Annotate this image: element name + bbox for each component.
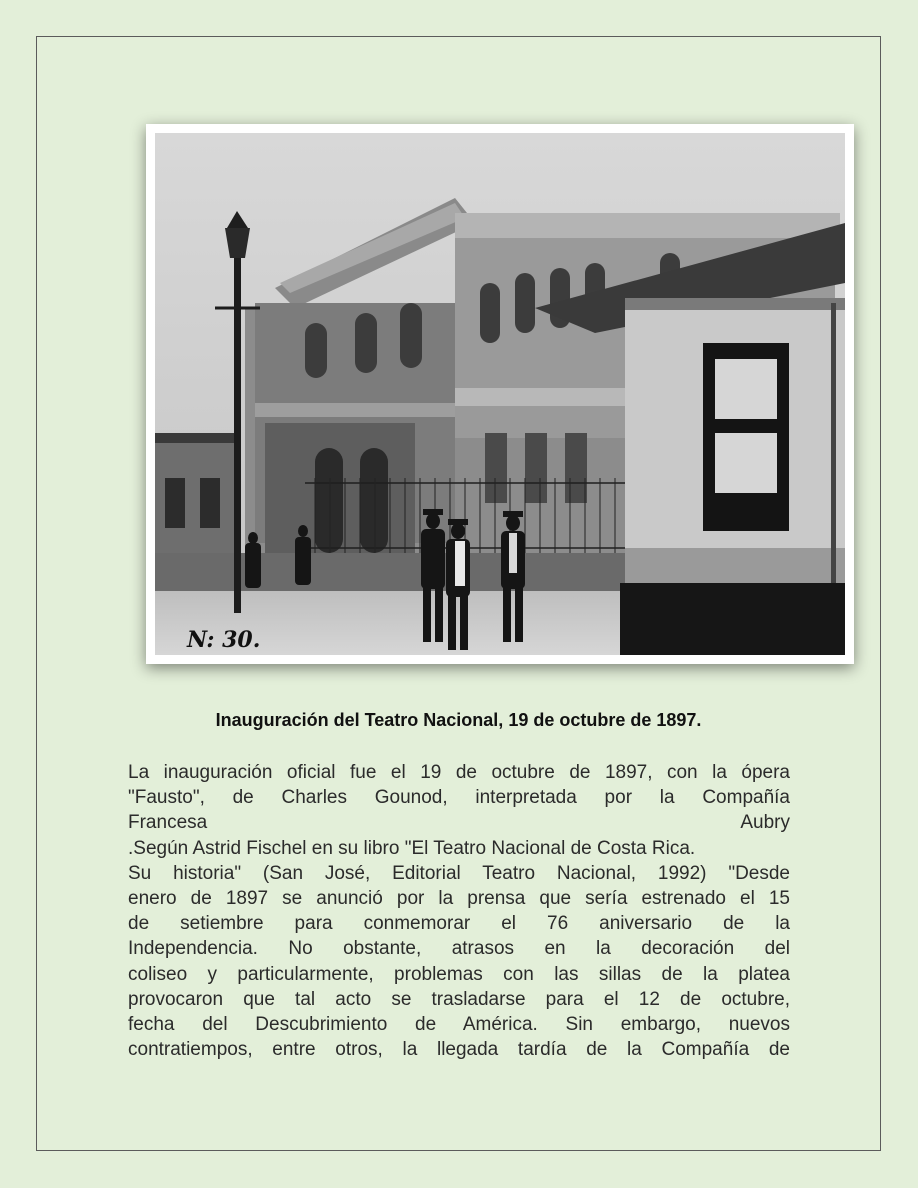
- paragraph-line: fecha del Descubrimiento de América. Sin embargo, nuevos: [128, 1014, 790, 1036]
- body-paragraph: [128, 760, 790, 1062]
- theatre-photograph: [155, 133, 845, 655]
- paragraph-line: enero de 1897 se anunció por la prensa que sería estrenado el 15: [128, 888, 790, 910]
- paragraph-line: coliseo y particularmente, problemas con las sillas de la platea: [128, 963, 790, 985]
- paragraph-line: Su historia" (San José, Editorial Teatro Nacional, 1992) "Desde: [128, 862, 790, 884]
- paragraph-line: La inauguración oficial fue el 19 de octubre de 1897, con la ópera: [128, 762, 790, 783]
- paragraph-line: de setiembre para conmemorar el 76 aniversario de la: [128, 913, 790, 935]
- paragraph-line: "Fausto", de Charles Gounod, interpretada por la Compañía: [128, 787, 790, 809]
- historic-photo: [146, 124, 854, 664]
- plate-number: N: 30.: [187, 627, 261, 653]
- paragraph-line: contratiempos, entre otros, la llegada tardía de la Compañía de: [128, 1039, 790, 1061]
- paragraph-line: Independencia. No obstante, atrasos en la decoración del: [128, 938, 790, 960]
- paragraph-line: .Según Astrid Fischel en su libro "El Teatro Nacional de Costa Rica.: [128, 837, 696, 859]
- paragraph-line: provocaron que tal acto se trasladarse para el 12 de octubre,: [128, 988, 790, 1010]
- photo-caption: Inauguración del Teatro Nacional, 19 de octubre de 1897.: [215, 710, 702, 730]
- paragraph-line: Francesa Aubry: [128, 812, 790, 834]
